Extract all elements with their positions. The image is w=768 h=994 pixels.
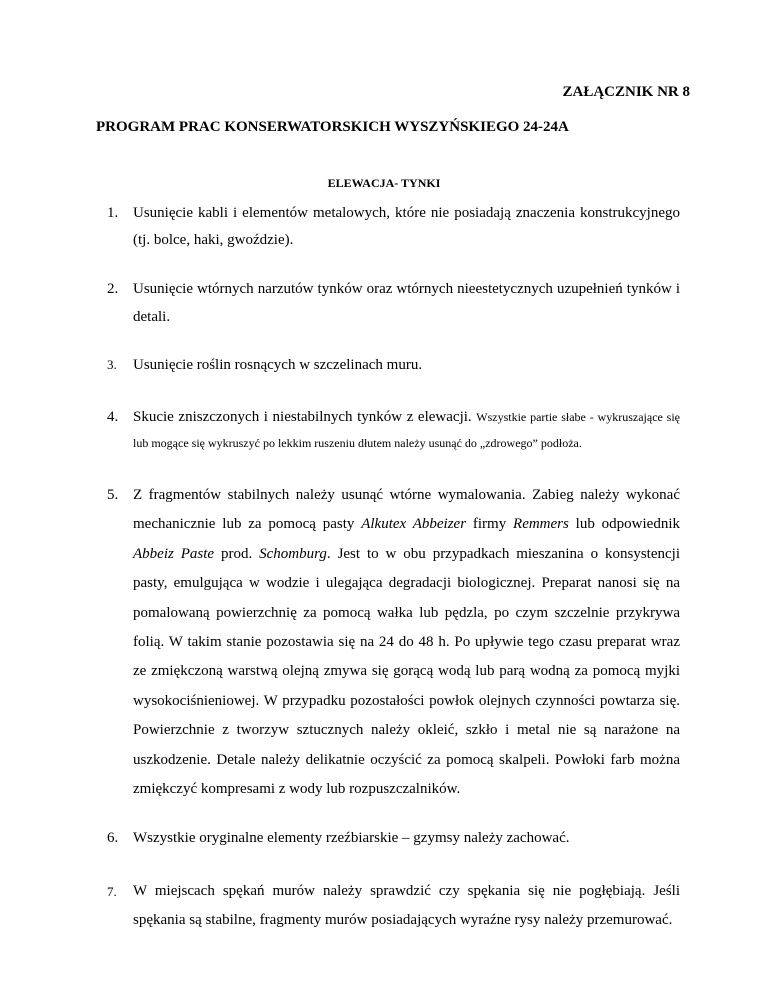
list-item: [107, 825, 680, 851]
item-text: Wszystkie oryginalne elementy rzeźbiarskie – gzymsy należy zachować.: [133, 830, 570, 847]
item-text: [133, 404, 680, 456]
item-number: 3.: [107, 357, 117, 372]
annex-number: ZAŁĄCZNIK NR 8: [562, 84, 690, 100]
document-title: PROGRAM PRAC KONSERWATORSKICH WYSZYŃSKIEGO 24-24A: [96, 119, 569, 135]
list-item: [107, 404, 680, 456]
product-name: Abbeiz Paste: [133, 545, 215, 562]
manufacturer-name: Schomburg: [259, 545, 327, 562]
product-name: Alkutex Abbeizer: [361, 516, 467, 533]
text-part: firmy: [466, 516, 514, 533]
text-part: Z fragmentów stabilnych należy usunąć wtórne wymalowania. Zabieg należy wykonać mechanicznie lub za pomocą pasty: [133, 487, 680, 533]
list-item: [107, 200, 680, 254]
item-text: Usunięcie kabli i elementów metalowych, które nie posiadają znaczenia konstrukcyjnego (tj. bolce, haki, gwoździe).: [133, 205, 680, 248]
list-item: [107, 481, 680, 804]
item-text: Usunięcie wtórnych narzutów tynków oraz wtórnych nieestetycznych uzupełnień tynków i detali.: [133, 281, 680, 325]
section-title: ELEWACJA- TYNKI: [327, 176, 441, 190]
item-number: 7.: [107, 884, 117, 900]
text-part: lub odpowiednik: [568, 516, 680, 533]
item-text: [133, 481, 680, 804]
text-part: . Jest to w obu przypadkach mieszanina o konsystencji pasty, emulgująca w wodzie i ulegająca degradacji biologicznej. Preparat nanosi się na pomalowaną powierzchnię za pomocą wałka lub pędzla, po czym szczelnie przykrywa folią. W takim stanie pozostawia się na 24 do 48 h. Po upływie tego czasu preparat wraz ze zmiękczoną warstwą olejną zmywa się gorącą wodą lub parą wodną za pomocą myjki wysokociśnieniowej. W przypadku pozostałości powłok olejnych czynności powtarza się. Powierzchnie z tworzyw sztucznych należy okleić, szkło i metal nie są narażone na uszkodzenie. Detale należy delikatnie oczyścić za pomocą skalpeli. Powłoki farb można zmiękczyć kompresami z wody lub rozpuszczalników.: [133, 545, 680, 798]
item-number: 6.: [107, 830, 119, 847]
list-item: [107, 877, 680, 935]
manufacturer-name: Remmers: [513, 516, 569, 533]
item-number: 1.: [107, 205, 119, 221]
text-part: prod.: [214, 545, 260, 562]
item-number: 2.: [107, 281, 119, 297]
item-text-main: Skucie zniszczonych i niestabilnych tynków z elewacji.: [133, 409, 472, 425]
list-item: [107, 352, 680, 378]
item-text: W miejscach spękań murów należy sprawdzić czy spękania się nie pogłębiają. Jeśli spękania są stabilne, fragmenty murów posiadających wyraźne rysy należy przemurować.: [133, 883, 680, 929]
item-text-small: Wszystkie partie słabe - wykruszające się lub mogące się wykruszyć po lekkim ruszeniu dłutem należy usunąć do „zdrowego” podłoża.: [133, 410, 681, 450]
list-item: [107, 275, 680, 331]
work-list: [107, 200, 680, 935]
item-number: 4.: [107, 409, 119, 425]
item-text: Usunięcie roślin rosnących w szczelinach muru.: [133, 357, 423, 373]
item-number: 5.: [107, 487, 119, 503]
